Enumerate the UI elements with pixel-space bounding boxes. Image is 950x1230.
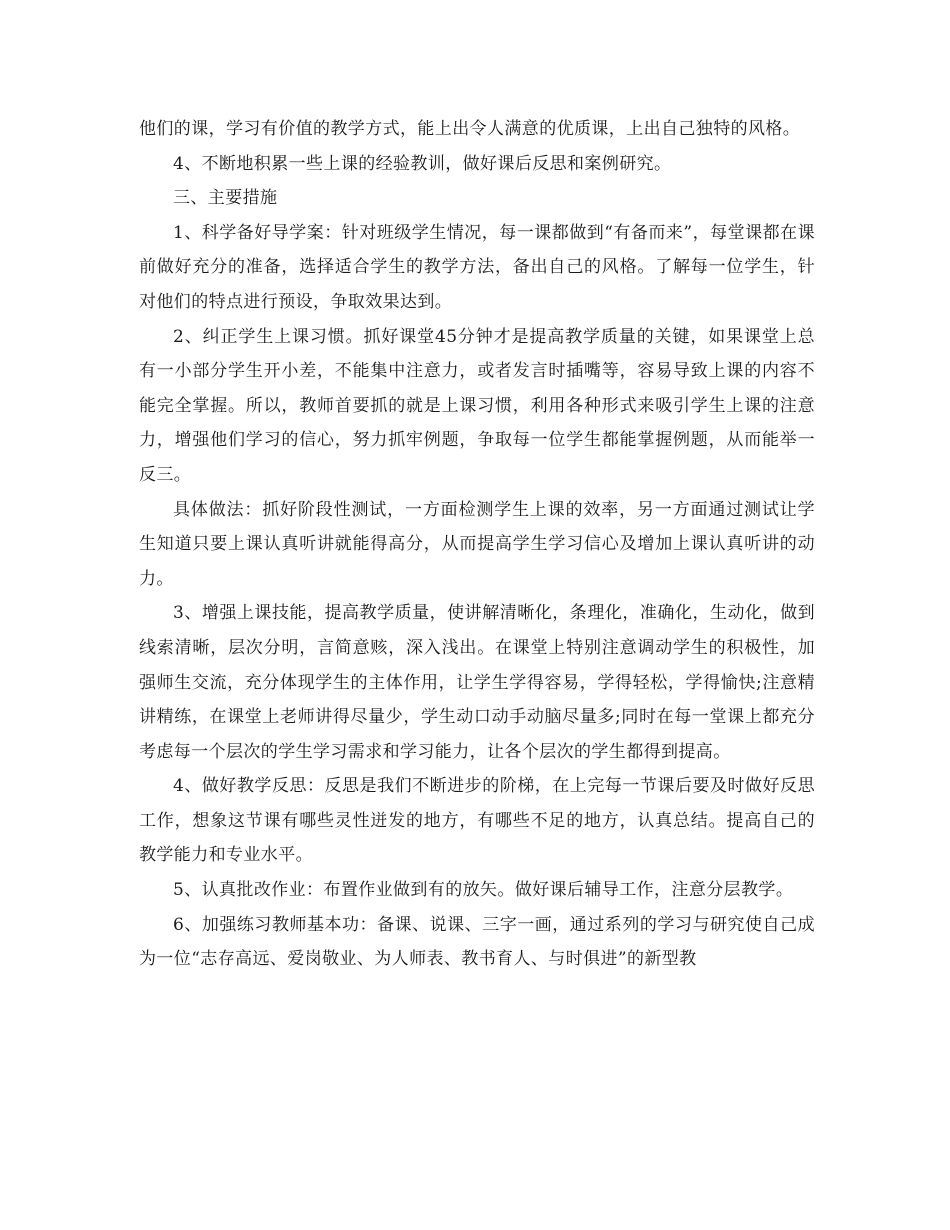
paragraph-measure-4: 4、做好教学反思：反思是我们不断进步的阶梯，在上完每一节课后要及时做好反思工作，想象这节课有哪些灵性迸发的地方，有哪些不足的地方，认真总结。提高自己的教学能力和专业水平。: [139, 776, 815, 866]
paragraph-measure-5: 5、认真批改作业：布置作业做到有的放矢。做好课后辅导工作，注意分层教学。: [173, 880, 794, 901]
document-body: [139, 112, 815, 977]
paragraph-specific-method: 具体做法：抓好阶段性测试，一方面检测学生上课的效率，另一方面通过测试让学生知道只要上课认真听讲就能得高分，从而提高学生学习信心及增加上课认真听讲的动力。: [139, 499, 815, 589]
section-heading-main-measures: 三、主要措施: [173, 188, 278, 209]
paragraph-measure-3: 3、增强上课技能，提高教学质量，使讲解清晰化，条理化，准确化，生动化，做到线索清晰，层次分明，言简意赅，深入浅出。在课堂上特别注意调动学生的积极性，加强师生交流，充分体现学生的主体作用，让学生学得容易，学得轻松，学得愉快;注意精讲精练，在课堂上老师讲得尽量少，学生动口动手动脑尽量多;同时在每一堂课上都充分考虑每一个层次的学生学习需求和学习能力，让各个层次的学生都得到提高。: [139, 603, 815, 762]
paragraph-goal-4: 4、不断地积累一些上课的经验教训，做好课后反思和案例研究。: [173, 153, 672, 174]
paragraph-measure-1: 1、科学备好导学案：针对班级学生情况，每一课都做到“有备而来”，每堂课都在课前做好充分的准备，选择适合学生的教学方法，备出自己的风格。了解每一位学生，针对他们的特点进行预设，争取效果达到。: [139, 222, 815, 312]
paragraph-measure-2: 2、纠正学生上课习惯。抓好课堂45分钟才是提高教学质量的关键，如果课堂上总有一小部分学生开小差，不能集中注意力，或者发言时插嘴等，容易导致上课的内容不能完全掌握。所以，教师首要抓的就是上课习惯，利用各种形式来吸引学生上课的注意力，增强他们学习的信心，努力抓牢例题，争取每一位学生都能掌握例题，从而能举一反三。: [139, 326, 815, 485]
paragraph-continuation: 他们的课，学习有价值的教学方式，能上出令人满意的优质课，上出自己独特的风格。: [139, 119, 801, 139]
paragraph-measure-6: 6、加强练习教师基本功：备课、说课、三字一画，通过系列的学习与研究使自己成为一位“志存高远、爱岗敬业、为人师表、教书育人、与时俱进”的新型教: [139, 914, 815, 970]
